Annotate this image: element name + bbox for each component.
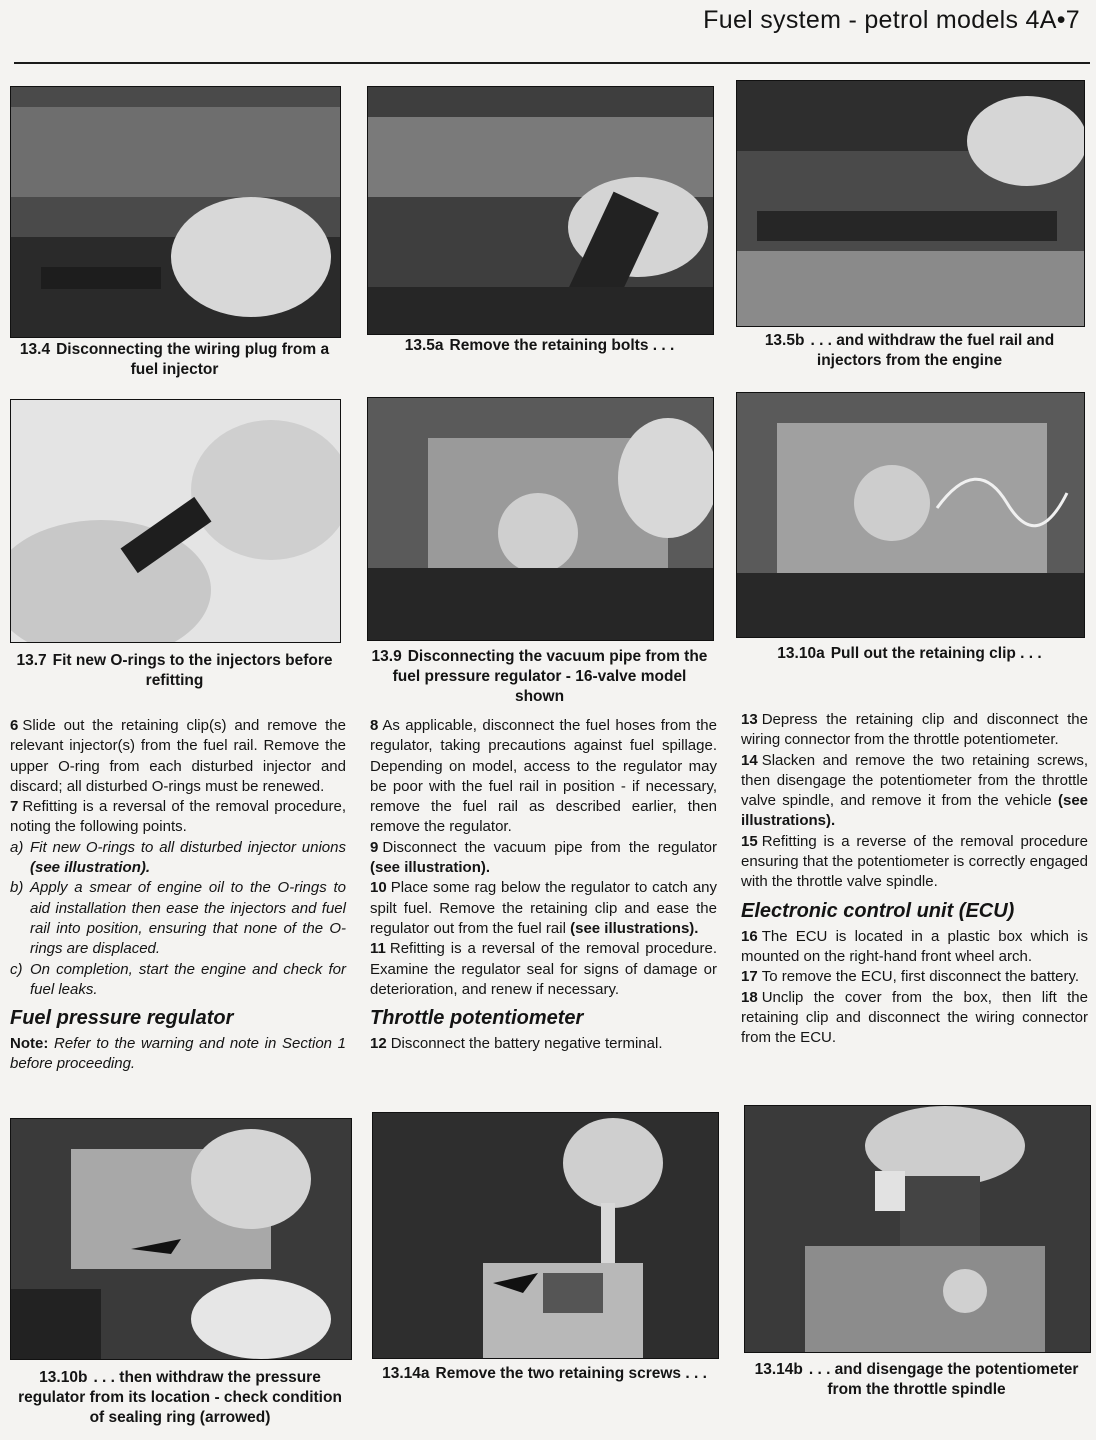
caption-13-7: 13.7 Fit new O-rings to the injectors before refitting	[16, 652, 333, 689]
photo-13-5a	[367, 86, 714, 335]
page-header	[0, 0, 1096, 60]
photo-13-10b	[10, 1118, 352, 1360]
caption-13-14a: 13.14a Remove the two retaining screws . . .	[382, 1365, 707, 1382]
paragraph-17: 17 To remove the ECU, first disconnect the battery.	[741, 968, 1080, 986]
heading-fuel-pressure-regulator: Fuel pressure regulator	[10, 1007, 234, 1030]
paragraph-10: 10 Place some rag below the regulator to catch any spilt fuel. Remove the retaining clip and ease the regulator out from the fuel rail (see illustrations).	[370, 879, 717, 937]
photo-13-10a	[736, 392, 1085, 638]
list-item-a: a) Fit new O-rings to all disturbed injector unions (see illustration).	[10, 838, 346, 877]
photo-13-9	[367, 397, 714, 641]
photo-13-14b	[744, 1105, 1091, 1353]
paragraph-13: 13 Depress the retaining clip and disconnect the wiring connector from the throttle potentiometer.	[741, 711, 1088, 749]
heading-throttle-potentiometer: Throttle potentiometer	[370, 1007, 584, 1030]
photo-13-7	[10, 399, 341, 643]
paragraph-16: 16 The ECU is located in a plastic box which is mounted on the right-hand front wheel arch.	[741, 927, 1088, 965]
heading-ecu: Electronic control unit (ECU)	[741, 899, 1015, 922]
note: Note: Refer to the warning and note in Section 1 before proceeding.	[10, 1035, 346, 1073]
caption-13-10a: 13.10a Pull out the retaining clip . . .	[777, 645, 1042, 662]
paragraph-11: 11 Refitting is a reversal of the removal procedure. Examine the regulator seal for signs of damage or deterioration, and renew if necessary.	[370, 940, 717, 998]
caption-13-9: 13.9 Disconnecting the vacuum pipe from the fuel pressure regulator - 16-valve model shown	[371, 648, 708, 705]
caption-13-10b: 13.10b . . . then withdraw the pressure regulator from its location - check condition of sealing ring (arrowed)	[18, 1369, 342, 1426]
caption-13-4: 13.4 Disconnecting the wiring plug from a fuel injector	[19, 341, 330, 378]
list-item-b: b) Apply a smear of engine oil to the O-rings to aid installation then ease the injectors and fuel rail into position, ensuring that none of the O-rings are displaced.	[10, 879, 346, 958]
text-column-2	[370, 716, 717, 1054]
paragraph-8: 8 As applicable, disconnect the fuel hoses from the regulator, taking precautions against fuel spillage. Depending on model, access to the regulator may be poor with the fuel rail in position - if necessary, remove the fuel rail as described earlier, then remove the regulator.	[370, 717, 717, 836]
text-column-1	[10, 716, 346, 1075]
caption-13-5b: 13.5b . . . and withdraw the fuel rail and injectors from the engine	[764, 332, 1055, 369]
caption-13-5a: 13.5a Remove the retaining bolts . . .	[404, 337, 675, 354]
paragraph-7: 7 Refitting is a reversal of the removal procedure, noting the following points.	[10, 798, 346, 836]
paragraph-14: 14 Slacken and remove the two retaining screws, then disengage the potentiometer from the throttle valve spindle, and remove it from the vehicle (see illustrations).	[741, 751, 1089, 830]
caption-13-14b: 13.14b . . . and disengage the potentiometer from the throttle spindle	[754, 1361, 1079, 1398]
paragraph-9: 9 Disconnect the vacuum pipe from the regulator (see illustration).	[370, 838, 717, 877]
photo-13-14a	[372, 1112, 719, 1359]
paragraph-18: 18 Unclip the cover from the box, then lift the retaining clip and disconnect the wiring connector from the ECU.	[741, 988, 1088, 1047]
text-column-3	[741, 710, 1088, 1048]
list-item-c: c) On completion, start the engine and check for fuel leaks.	[10, 960, 346, 998]
paragraph-12: 12 Disconnect the battery negative terminal.	[370, 1035, 663, 1053]
page-title: Fuel system - petrol models 4A•7	[703, 6, 1080, 34]
paragraph-6: 6 Slide out the retaining clip(s) and remove the relevant injector(s) from the fuel rail. Remove the upper O-ring from each disturbed injector and discard; all disturbed O-rings must be renewed.	[10, 717, 346, 795]
photo-13-4	[10, 86, 341, 338]
photo-13-5b	[736, 80, 1085, 327]
header-rule	[14, 62, 1090, 64]
paragraph-15: 15 Refitting is a reverse of the removal procedure ensuring that the potentiometer is correctly engaged with the throttle valve spindle.	[741, 832, 1088, 891]
